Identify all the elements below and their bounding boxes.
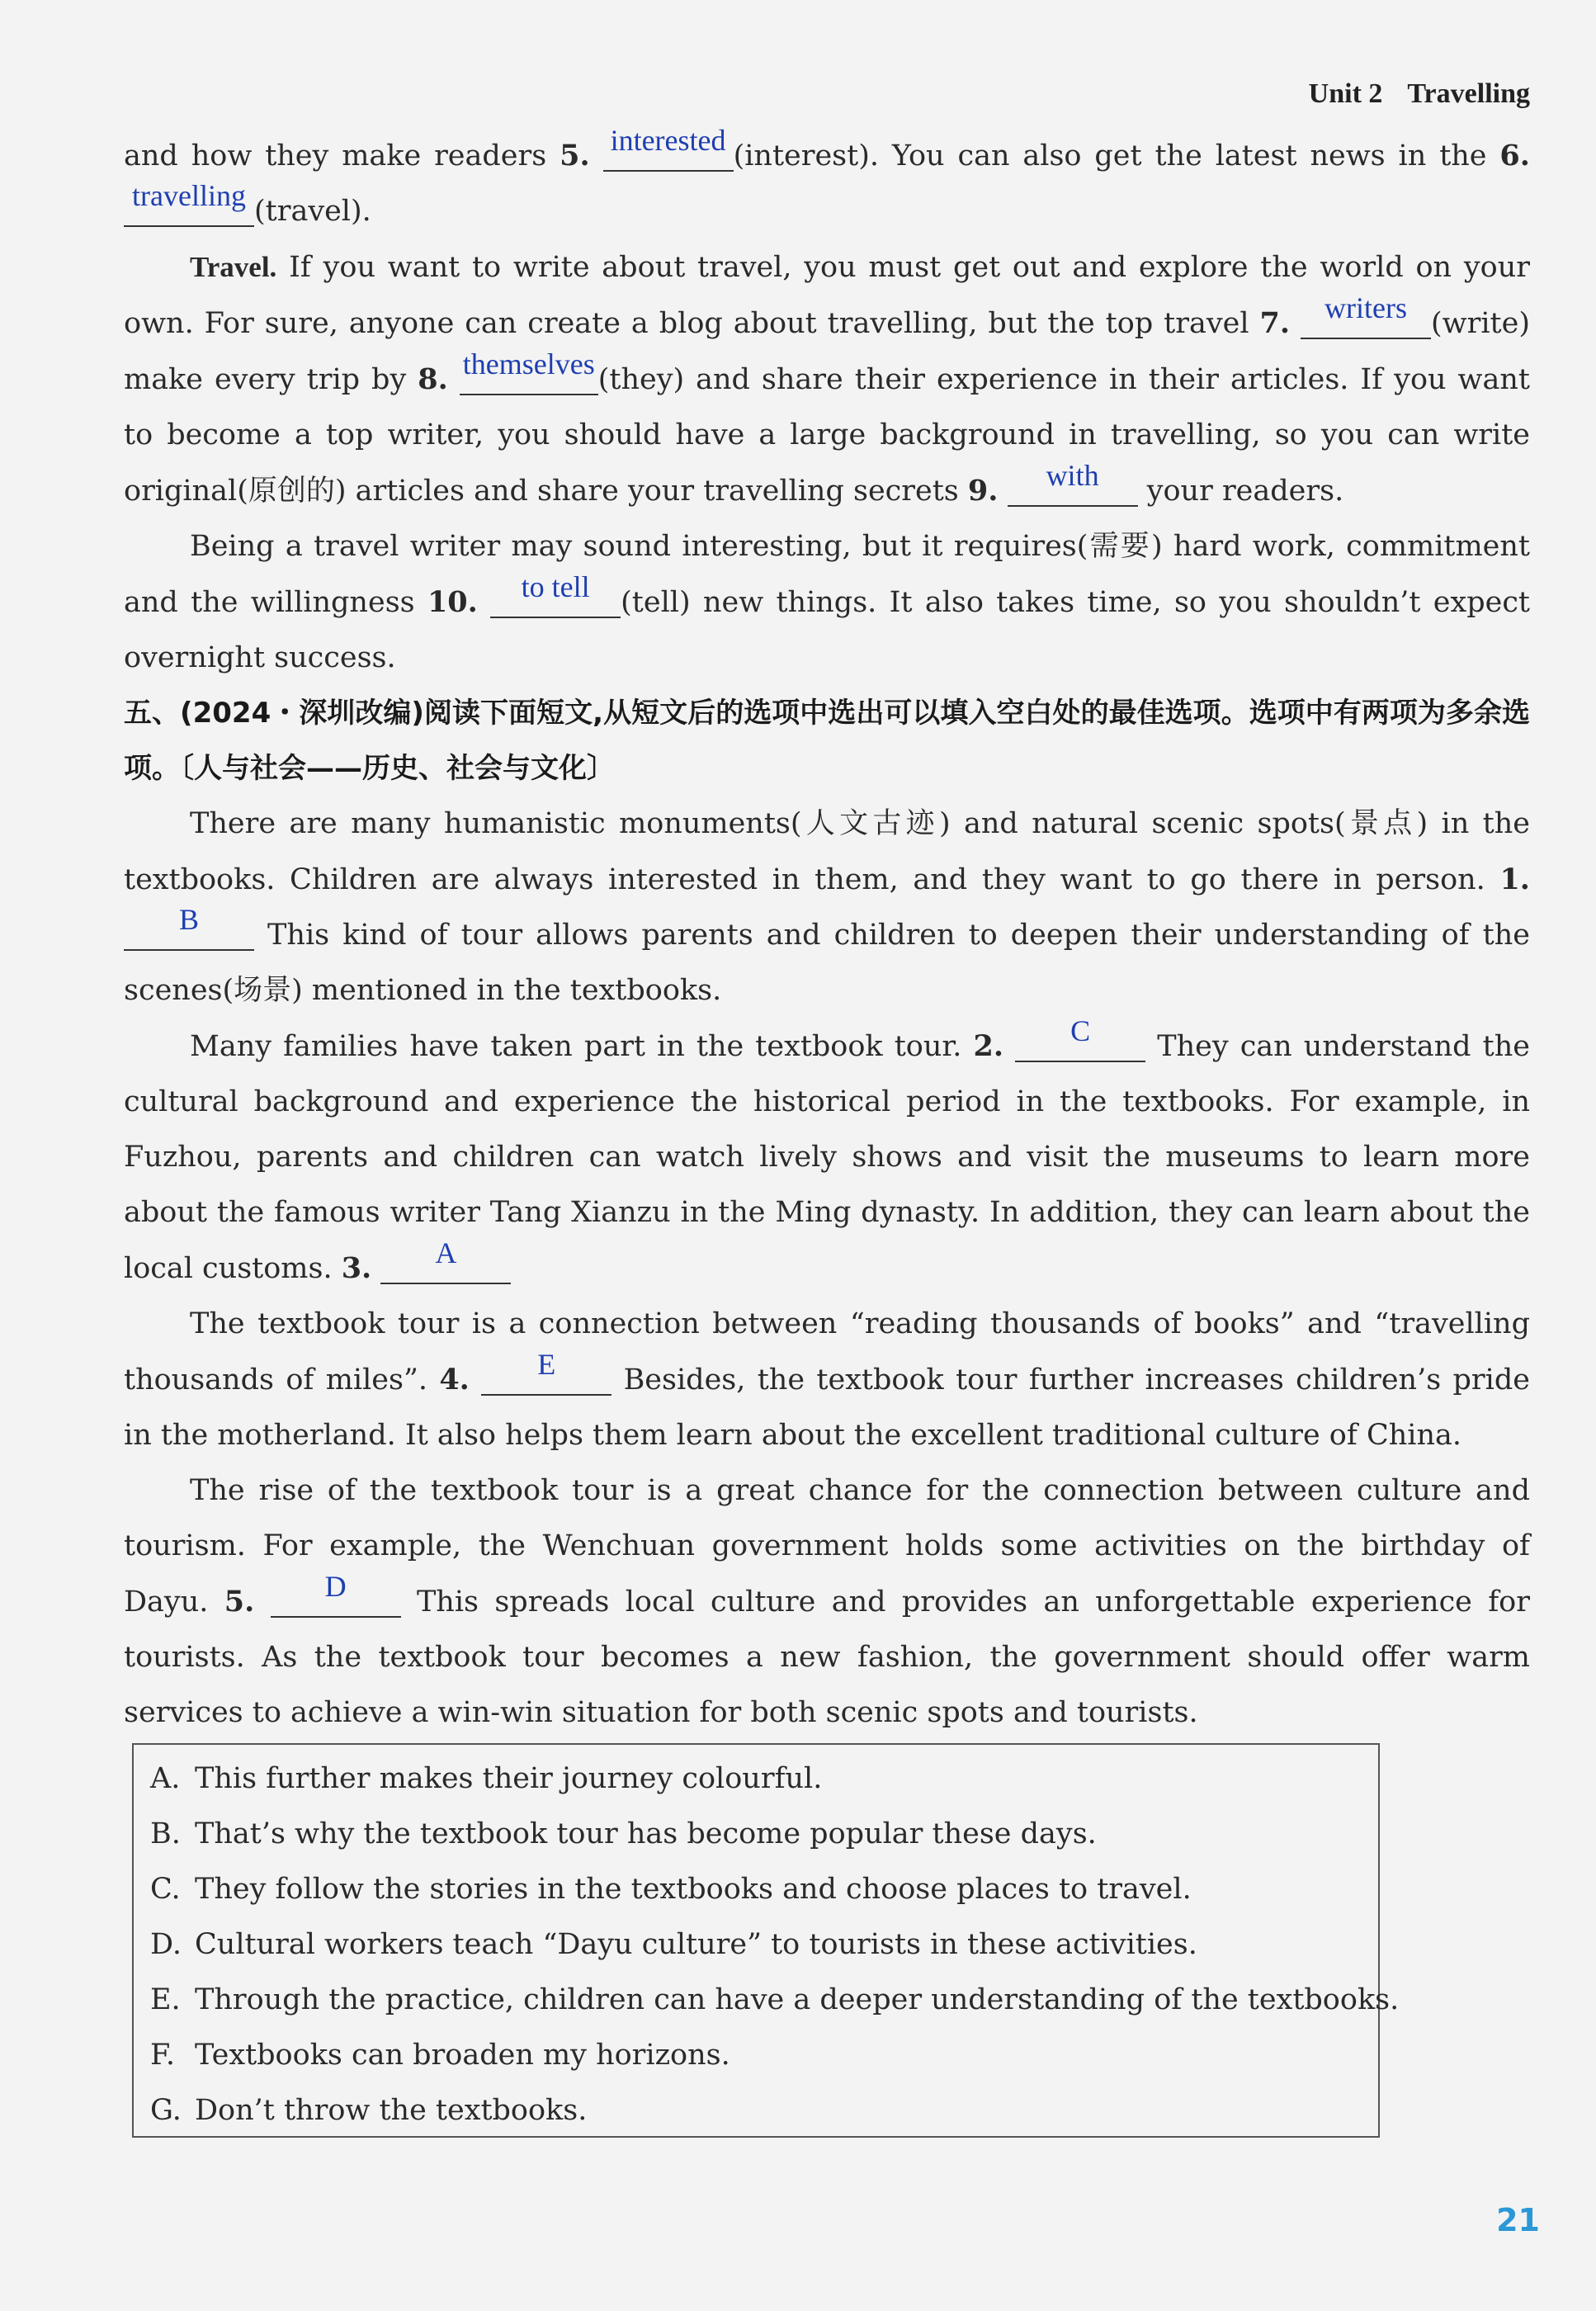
answer-text: E: [537, 1348, 556, 1381]
unit-title: Travelling: [1407, 78, 1530, 109]
answer-text: to tell: [521, 570, 590, 603]
text-segment: (write) make every trip by: [124, 307, 1530, 396]
paragraph-monuments: [124, 796, 1530, 1018]
options-box: [132, 1743, 1400, 2138]
answer-text: interested: [610, 124, 726, 157]
text-segment: They can understand the cultural background and experience the historical period in the textbooks. For example, in Fuzhou, parents and children can watch lively shows and visit the museums to learn more about the famous writer Tang Xianzu in the Ming dynasty. In addition, they can learn about the local customs.: [124, 1030, 1530, 1285]
question-number: 5.: [560, 139, 590, 172]
option-text: That’s why the textbook tour has become popular these days.: [195, 1817, 1097, 1850]
text-segment: Many families have taken part in the textbook tour.: [190, 1030, 974, 1063]
unit-label: Unit 2: [1308, 78, 1383, 109]
text-segment: The rise of the textbook tour is a great chance for the connection between culture and tourism. For example, the Wenchuan government holds some activities on the birthday of Dayu.: [124, 1474, 1530, 1619]
answer-blank[interactable]: [1008, 459, 1138, 507]
answer-blank[interactable]: [1301, 291, 1431, 339]
question-number: 9.: [967, 474, 999, 508]
text-segment: (travel).: [254, 195, 371, 228]
answer-text: themselves: [462, 347, 595, 380]
option-e: [150, 1973, 1400, 2028]
paragraph-lead: Travel.: [190, 251, 277, 283]
text-segment: If you want to write about travel, you must get out and explore the world on your own. For sure, anyone can create a blog about travelling, but the top travel: [124, 251, 1530, 340]
text-segment: Being a travel writer may sound interesting, but it requires(需要) hard work, commitment and the willingness: [124, 530, 1530, 619]
answer-blank[interactable]: [490, 570, 621, 618]
option-a: [150, 1751, 1362, 1807]
option-letter: G.: [150, 2094, 182, 2127]
answer-blank[interactable]: [380, 1236, 511, 1284]
question-number: 2.: [973, 1029, 1004, 1063]
answer-blank[interactable]: [460, 347, 598, 395]
option-b: [150, 1807, 1362, 1862]
option-g: [150, 2083, 1362, 2139]
answer-text: C: [1070, 1014, 1091, 1047]
option-text: They follow the stories in the textbooks and choose places to travel.: [195, 1873, 1192, 1906]
text-segment: The textbook tour is a connection between “reading thousands of books” and “travelling thousands of miles”.: [124, 1307, 1530, 1397]
answer-text: travelling: [132, 179, 246, 212]
option-text: Textbooks can broaden my horizons.: [195, 2039, 730, 2072]
answer-text: B: [178, 903, 199, 936]
text-segment: and how they make readers: [124, 139, 560, 172]
question-number: 3.: [341, 1251, 372, 1285]
option-letter: F.: [150, 2039, 175, 2072]
answer-text: with: [1046, 459, 1099, 492]
question-number: 7.: [1259, 306, 1291, 340]
text-segment: (they) and share their experience in their articles. If you want to become a top writer, you should have a large background in travelling, so you can write original(原创的) articles and share your travelling secrets: [124, 363, 1530, 508]
option-letter: D.: [150, 1928, 182, 1961]
option-letter: C.: [150, 1873, 181, 1906]
answer-blank[interactable]: [124, 903, 254, 951]
paragraph-connection: [124, 1297, 1530, 1463]
option-letter: E.: [150, 1983, 181, 2016]
text-segment: There are many humanistic monuments(人文古迹) and natural scenic spots(景点) in the textbooks. Children are always interested in them, and they want to go there in person.: [124, 807, 1530, 896]
paragraph-travel: [124, 239, 1530, 519]
text-segment: your readers.: [1137, 475, 1344, 508]
question-number: 5.: [224, 1585, 255, 1619]
answer-blank[interactable]: [603, 124, 734, 172]
answer-blank[interactable]: [1015, 1014, 1145, 1062]
option-text: Don’t throw the textbooks.: [195, 2094, 588, 2127]
option-letter: A.: [150, 1762, 181, 1795]
text-segment: (interest). You can also get the latest news in the: [733, 139, 1487, 172]
running-header: [1309, 78, 1530, 110]
answer-blank[interactable]: [124, 179, 254, 227]
question-number: 6.: [1499, 139, 1530, 172]
answer-text: A: [435, 1236, 457, 1269]
answer-blank[interactable]: [271, 1570, 401, 1618]
paragraph-news: [124, 124, 1530, 239]
text-segment: This spreads local culture and provides an unforgettable experience for tourists. As the textbook tour becomes a new fashion, the government should offer warm services to achieve a win-win situation for both scenic spots and tourists.: [124, 1586, 1530, 1729]
option-f: [150, 2028, 1362, 2083]
paragraph-tourism: [124, 1463, 1530, 1741]
answer-text: D: [324, 1570, 347, 1603]
option-letter: B.: [150, 1817, 181, 1850]
question-number: 1.: [1499, 862, 1530, 896]
option-text: Through the practice, children can have a deeper understanding of the textbooks.: [195, 1983, 1400, 2016]
main-text: [124, 124, 1530, 1741]
answer-text: writers: [1324, 291, 1407, 324]
page-number: 21: [1496, 2202, 1540, 2238]
text-segment: (tell) new things. It also takes time, so you shouldn’t expect overnight success.: [124, 586, 1530, 674]
paragraph-families: [124, 1014, 1530, 1297]
text-segment: This kind of tour allows parents and children to deepen their understanding of the scenes(场景) mentioned in the textbooks.: [124, 919, 1530, 1007]
option-d: [150, 1917, 1362, 1973]
option-c: [150, 1862, 1362, 1917]
option-text: This further makes their journey colourful.: [195, 1762, 823, 1795]
paragraph-travel-writer: [124, 519, 1530, 686]
answer-blank[interactable]: [481, 1348, 611, 1396]
question-number: 10.: [427, 585, 478, 619]
option-text: Cultural workers teach “Dayu culture” to tourists in these activities.: [195, 1928, 1197, 1961]
section-five-title: 五、(2024・深圳改编)阅读下面短文,从短文后的选项中选出可以填入空白处的最佳选项。选项中有两项为多余选项。〔人与社会——历史、社会与文化〕: [124, 697, 1530, 785]
question-number: 4.: [439, 1363, 470, 1397]
question-number: 8.: [418, 362, 448, 396]
text-segment: Besides, the textbook tour further increases children’s pride in the motherland. It also helps them learn about the excellent traditional culture of China.: [124, 1363, 1530, 1452]
